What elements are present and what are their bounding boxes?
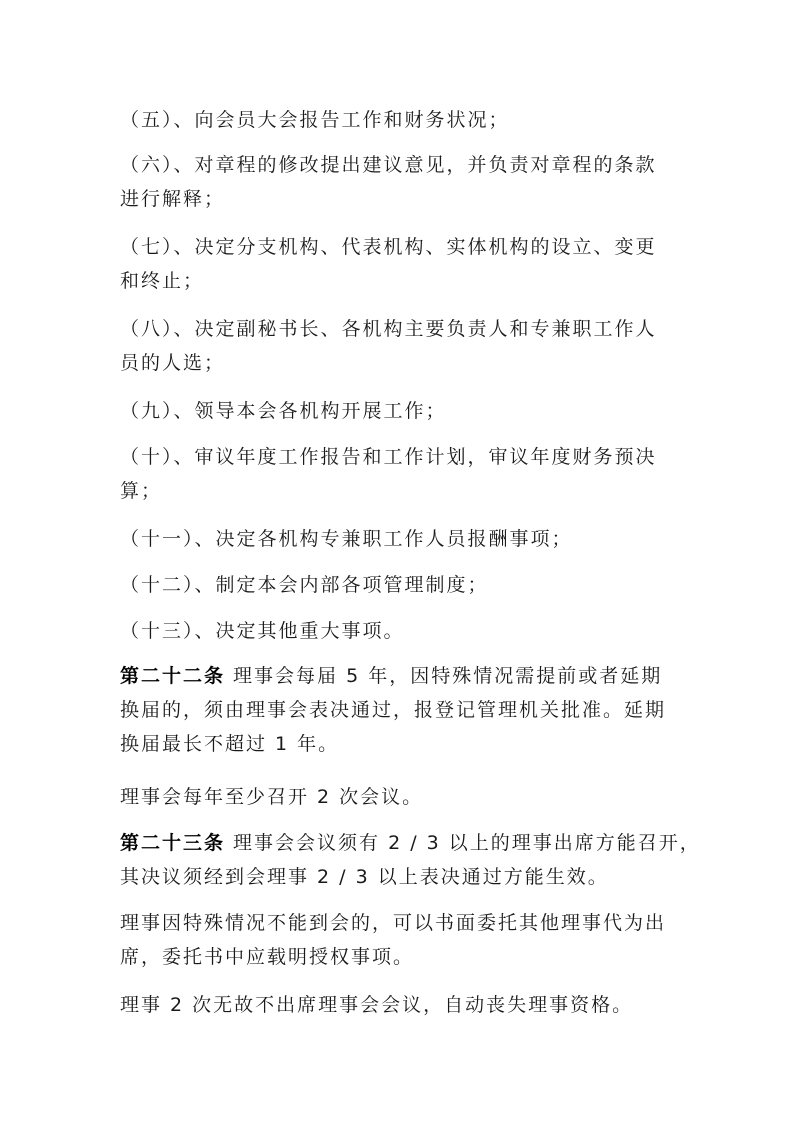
list-item (120, 568, 690, 602)
paragraph (120, 780, 690, 814)
text-line: （十一）、决定各机构专兼职工作人员报酬事项； (120, 528, 573, 550)
text-line (120, 826, 701, 860)
article-23 (120, 826, 701, 894)
text-line: 换届最长不超过 1 年。 (120, 733, 340, 755)
list-item (120, 394, 690, 428)
list-item (120, 440, 690, 508)
article-text: 理事会每届 5 年，因特殊情况需提前或者延期 (225, 665, 663, 687)
text-line: （五）、向会员大会报告工作和财务状况； (120, 109, 510, 131)
text-line: 理事因特殊情况不能到会的，可以书面委托其他理事代为出 (120, 912, 667, 934)
text-line: （七）、决定分支机构、代表机构、实体机构的设立、变更 (120, 236, 657, 258)
article-heading: 第二十三条 (120, 832, 226, 854)
list-item (120, 522, 690, 556)
article-text: 理事会会议须有 2 / 3 以上的理事出席方能召开， (225, 832, 701, 854)
article-heading: 第二十二条 (120, 665, 226, 687)
text-line: （十）、审议年度工作报告和工作计划，审议年度财务预决 (120, 446, 657, 468)
text-line: 理事会每年至少召开 2 次会议。 (120, 786, 424, 808)
paragraph (120, 988, 690, 1022)
text-line: 席，委托书中应载明授权事项。 (120, 946, 415, 968)
text-line (120, 659, 690, 693)
text-line: （九）、领导本会各机构开展工作； (120, 400, 447, 422)
text-line: （六）、对章程的修改提出建议意见，并负责对章程的条款 (120, 154, 657, 176)
text-line: （八）、决定副秘书长、各机构主要负责人和专兼职工作人 (120, 318, 657, 340)
list-item (120, 230, 690, 298)
text-line: （十二）、制定本会内部各项管理制度； (120, 574, 489, 596)
text-line: （十三）、决定其他重大事项。 (120, 620, 405, 642)
list-item (120, 103, 690, 137)
text-line: 换届的，须由理事会表决通过，报登记管理机关批准。延期 (120, 699, 667, 721)
text-line: 和终止； (120, 270, 205, 292)
list-item (120, 312, 690, 380)
text-line: 进行解释； (120, 188, 226, 210)
list-item (120, 614, 690, 648)
text-line: 其决议须经到会理事 2 / 3 以上表决通过方能生效。 (120, 866, 609, 888)
text-line: 理事 2 次无故不出席理事会会议，自动丧失理事资格。 (120, 994, 634, 1016)
article-22 (120, 659, 690, 761)
text-line: 算； (120, 480, 163, 502)
text-line: 员的人选； (120, 352, 226, 374)
list-item (120, 148, 690, 216)
paragraph (120, 906, 690, 974)
